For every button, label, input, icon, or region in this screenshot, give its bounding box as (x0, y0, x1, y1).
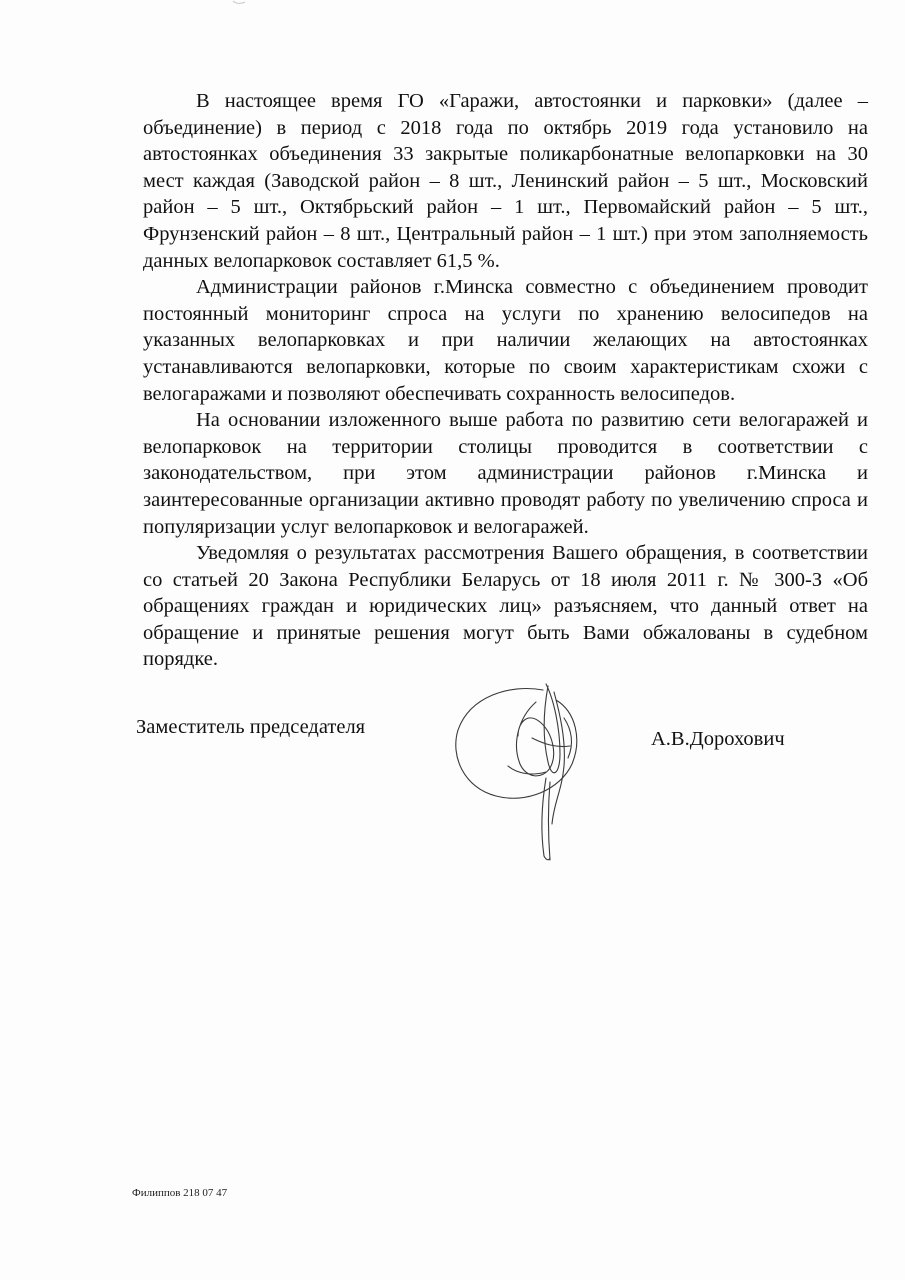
paragraph-3: На основании изложенного выше работа по развитию сети велогаражей и велопарковок на территории столицы проводится в соответствии с законодательством, при этом администрации районов г.Минска и заинтересованные организации активно проводят работу по увеличению спроса и популяризации услуг велопарковок и велогаражей. (143, 409, 868, 538)
signatory-name: А.В.Дорохович (651, 728, 785, 750)
signature-block (136, 716, 816, 756)
paragraph-4: Уведомляя о результатах рассмотрения Вашего обращения, в соответствии со статьей 20 Закона Республики Беларусь от 18 июля 2011 г. № 300-З «Об обращениях граждан и юридических лиц» разъясняем, что данный ответ на обращение и принятые решения могут быть Вами обжалованы в судебном порядке. (143, 542, 868, 671)
handwritten-signature (448, 678, 598, 863)
letter-body (143, 88, 868, 673)
paragraph-2: Администрации районов г.Минска совместно с объединением проводит постоянный мониторинг спроса на услуги по хранению велосипедов на указанных велопарковках и при наличии желающих на автостоянках устанавливаются велопарковки, которые по своим характеристикам схожи с велогаражами и позволяют обеспечивать сохранность велосипедов. (143, 276, 868, 405)
scan-mark (232, 0, 246, 6)
contact-note: Филиппов 218 07 47 (132, 1187, 228, 1199)
paragraph-1: В настоящее время ГО «Гаражи, автостоянки и парковки» (далее – объединение) в период с 2018 года по октябрь 2019 года установило на автостоянках объединения 33 закрытые поликарбонатные велопарковки на 30 мест каждая (Заводской район – 8 шт., Ленинский район – 5 шт., Московский район – 5 шт., Октябрьский район – 1 шт., Первомайский район – 5 шт., Фрунзенский район – 8 шт., Центральный район – 1 шт.) при этом заполняемость данных велопарковок составляет 61,5 %. (143, 90, 868, 272)
signatory-position: Заместитель председателя (136, 716, 366, 738)
